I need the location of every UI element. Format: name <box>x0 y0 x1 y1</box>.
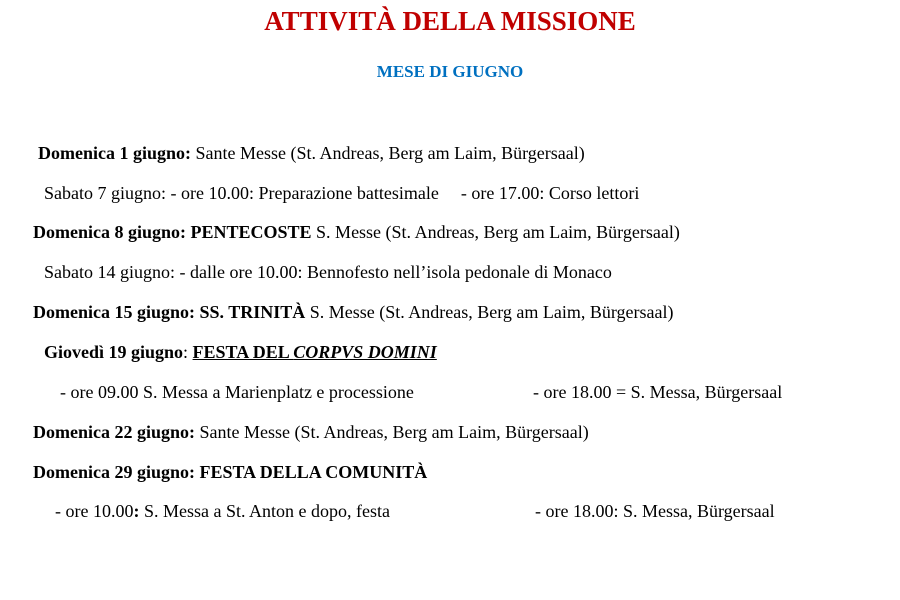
event-line-3 <box>33 220 680 244</box>
event-line-2 <box>44 181 639 205</box>
event-separator: : <box>183 342 193 362</box>
page-subtitle: MESE DI GIUGNO <box>376 62 524 81</box>
event-detail-6b <box>533 380 782 404</box>
event-text: Sante Messe (St. Andreas, Berg am Laim, Bürgersaal) <box>191 143 585 163</box>
event-text: Sante Messe (St. Andreas, Berg am Laim, Bürgersaal) <box>195 422 589 442</box>
event-day: Domenica 1 giugno: <box>38 143 191 163</box>
event-line-7 <box>33 420 589 444</box>
page-title: ATTIVITÀ DELLA MISSIONE <box>264 6 636 36</box>
event-line-6 <box>44 340 437 364</box>
event-text: Sabato 14 giugno: - dalle ore 10.00: Bennofesto nell’isola pedonale di Monaco <box>44 262 612 282</box>
event-feast <box>193 342 437 362</box>
event-day: Domenica 15 giugno: SS. TRINITÀ <box>33 302 306 322</box>
event-text: S. Messa a St. Anton e dopo, festa <box>139 501 390 521</box>
event-text: S. Messe (St. Andreas, Berg am Laim, Bürgersaal) <box>305 302 674 322</box>
event-line-8 <box>33 460 427 484</box>
event-text: - ore 09.00 S. Messa a Marienplatz e processione <box>60 382 414 402</box>
event-feast-italic: CORPVS DOMINI <box>293 342 437 362</box>
event-day: Domenica 22 giugno: <box>33 422 195 442</box>
event-text: : <box>133 501 140 521</box>
event-feast-prefix: FESTA DEL <box>192 342 294 362</box>
event-detail-6a <box>60 380 414 404</box>
event-line-5 <box>33 300 674 324</box>
event-text: - ore 17.00: Corso lettori <box>460 183 640 203</box>
event-text: S. Messe (St. Andreas, Berg am Laim, Bürgersaal) <box>311 222 680 242</box>
event-text: - ore 18.00: S. Messa, Bürgersaal <box>535 501 775 521</box>
event-line-1 <box>38 141 585 165</box>
event-detail-8a <box>55 499 390 523</box>
event-text: Sabato 7 giugno: - ore 10.00: Preparazione battesimale <box>44 183 439 203</box>
event-detail-8b <box>535 499 775 523</box>
event-day: Domenica 29 giugno: FESTA DELLA COMUNITÀ <box>33 462 428 482</box>
event-day: Domenica 8 giugno: PENTECOSTE <box>33 222 312 242</box>
event-text: - ore 10.00 <box>55 501 134 521</box>
event-text: - ore 18.00 = S. Messa, Bürgersaal <box>533 382 783 402</box>
event-day: Giovedì 19 giugno <box>44 342 184 362</box>
event-line-4 <box>44 260 612 284</box>
